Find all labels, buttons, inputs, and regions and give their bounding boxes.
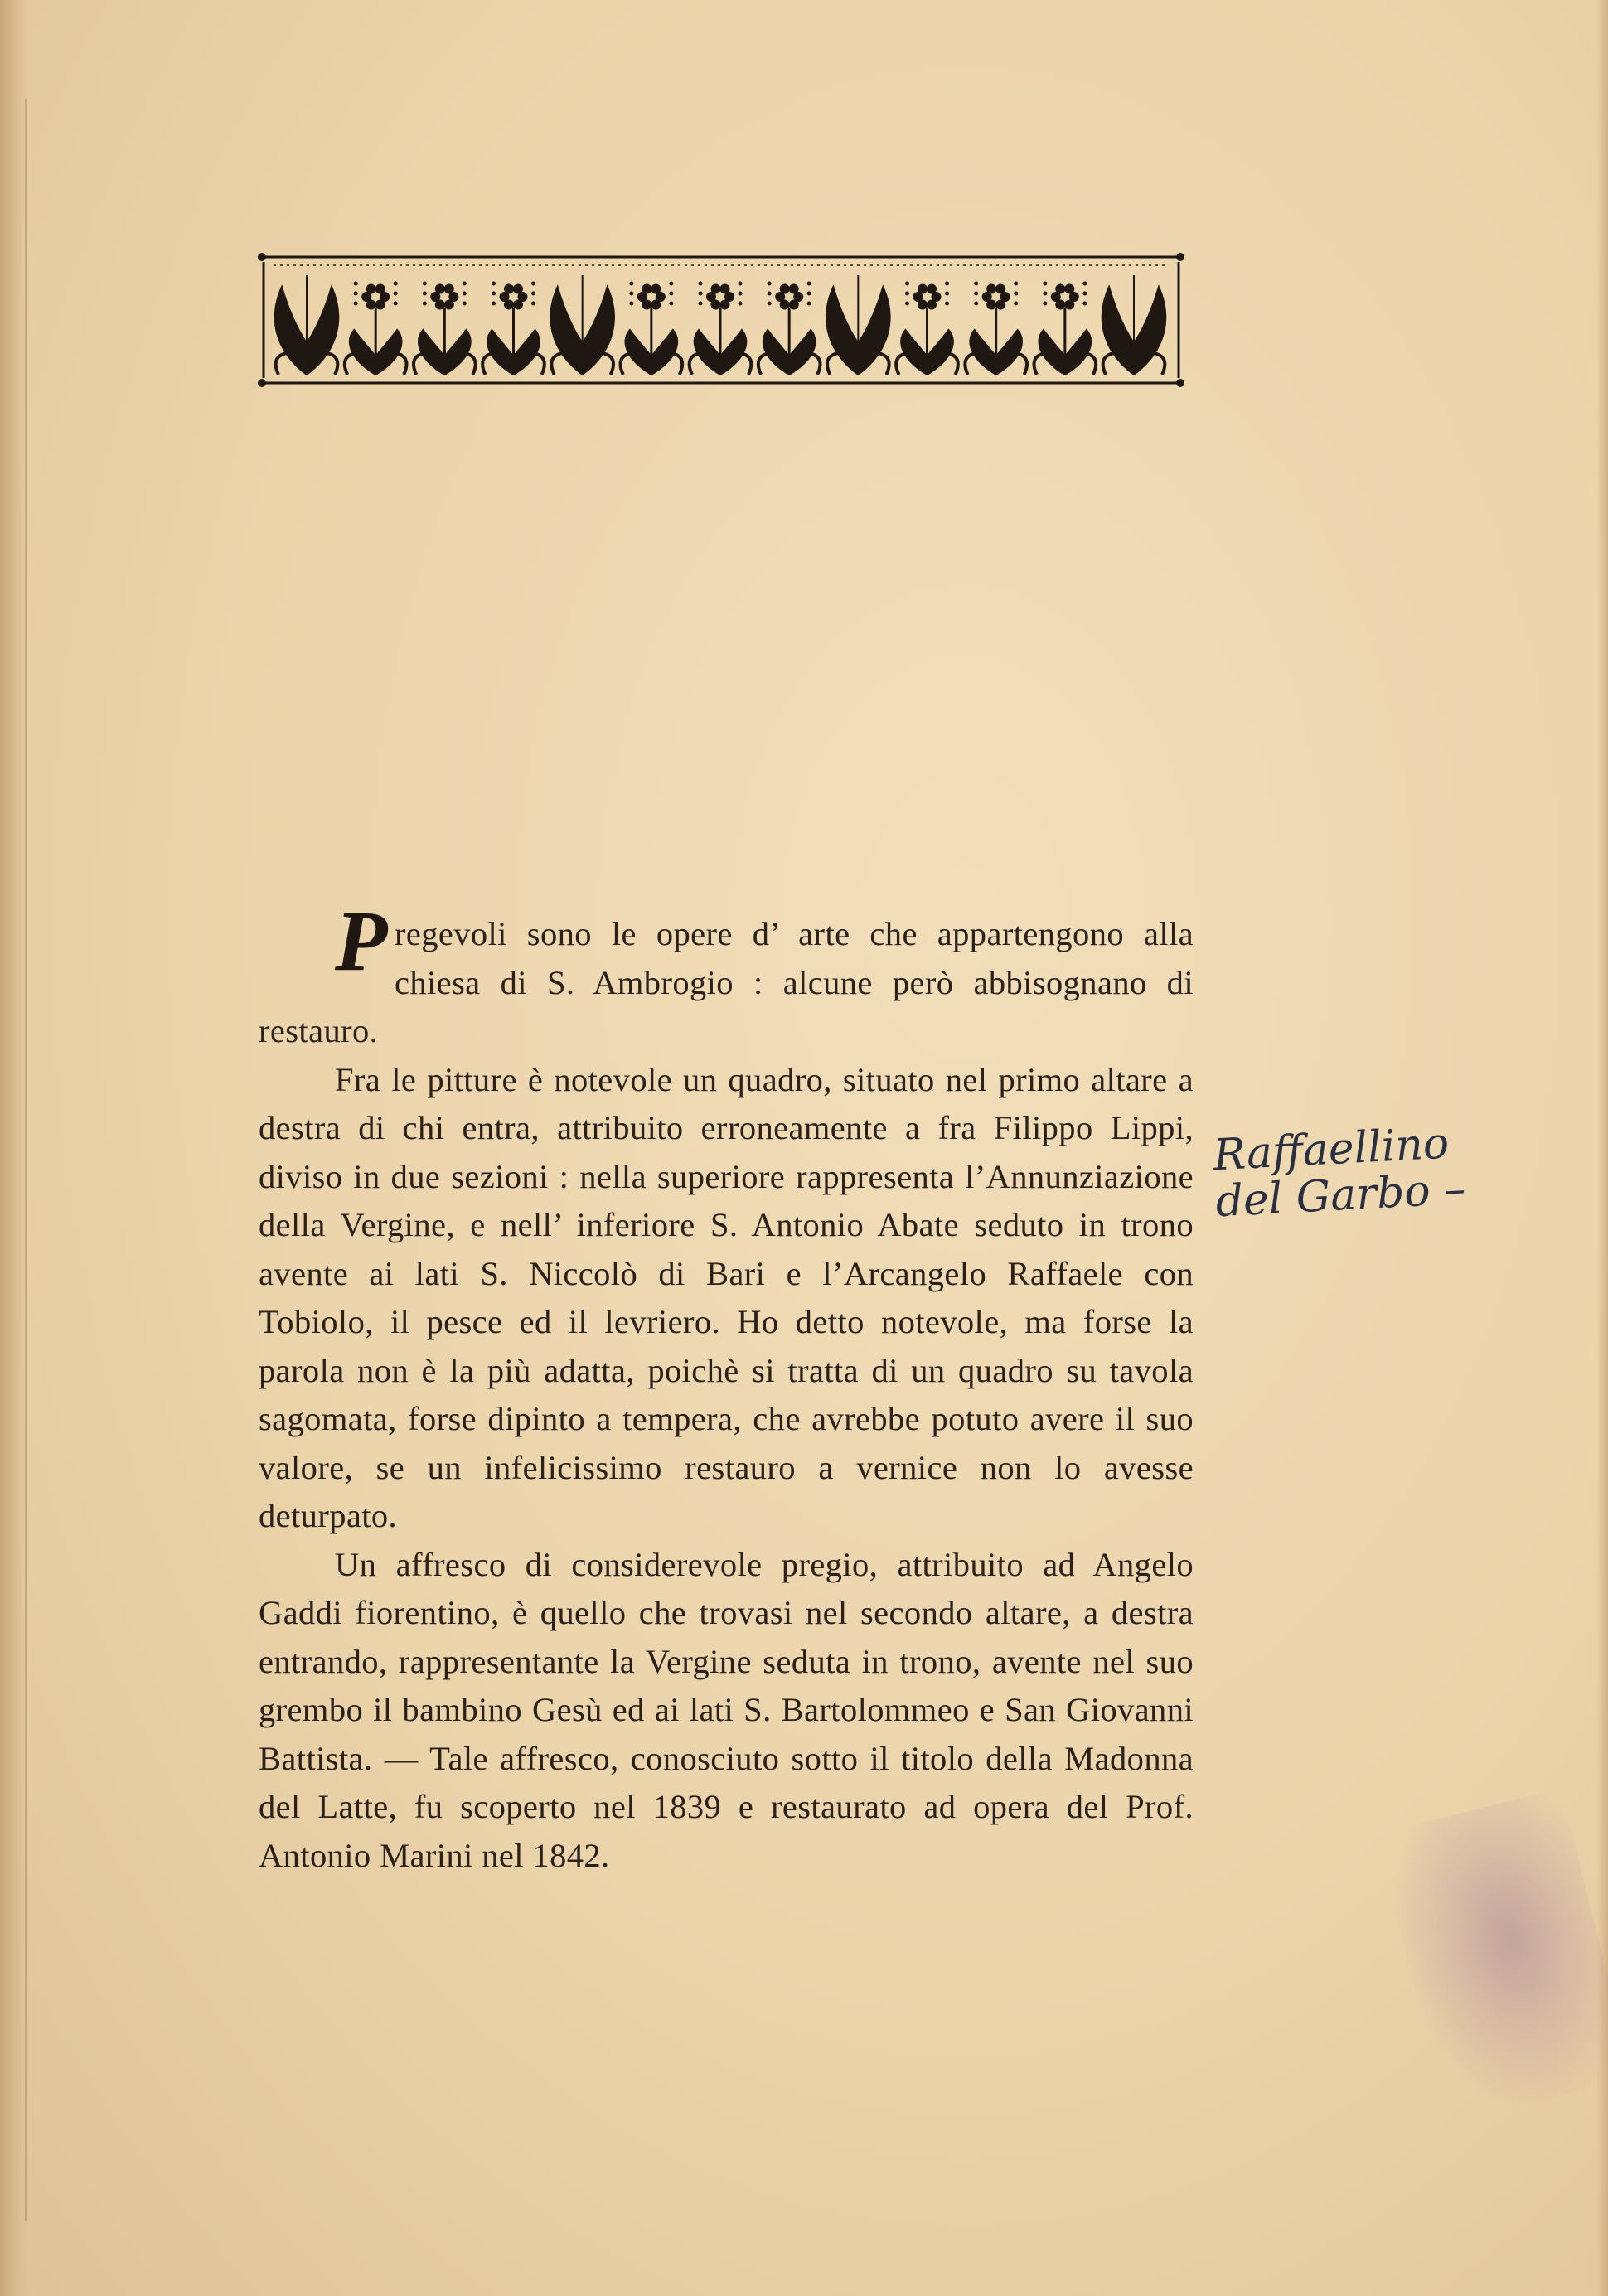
acanthus-motif [275, 275, 338, 375]
flower-motif [345, 282, 407, 375]
paragraph-3: Un affresco di considerevole pregio, attribuito ad Angelo Gaddi fiorentino, è quello che trovasi nel secondo altare, a destra entrando, rappresentante la Vergine seduta in trono, avente nel suo grembo il bambino Gesù ed ai lati S. Bartolommeo e San Giovanni Battista. — Tale affresco, conosciuto sotto il titolo della Madonna del Latte, fu scoperto nel 1839 e restaurato ad opera del Prof. Antonio Marini nel 1842. [259, 1545, 1194, 1874]
floral-ornament-band [255, 250, 1187, 390]
page-left-edge [0, 0, 28, 2296]
flower-motif [1034, 282, 1097, 375]
flower-motif [482, 282, 545, 375]
acanthus-motif [826, 275, 889, 375]
acanthus-motif [1102, 275, 1165, 375]
handwritten-marginal-note [1212, 1119, 1481, 1226]
paragraph-1 [259, 894, 1194, 1056]
flower-motif [621, 282, 683, 375]
flower-motif [965, 282, 1027, 375]
marginal-note-line-2: del Garbo – [1214, 1164, 1467, 1228]
paragraph-2: Fra le pitture è notevole un quadro, situato nel primo altare a destra di chi entra, attribuito erroneamente a fra Filippo Lippi, diviso in due sezioni : nella superiore rappresenta l’Annunziazione della Vergine, e nell’ inferiore S. Antonio Abate seduto in trono avente ai lati S. Niccolò di Bari e l’Arcangelo Raffaele con Tobiolo, il pesce ed il levriero. Ho detto notevole, ma forse la parola non è la più adatta, poichè si tratta di un quadro su tavola sagomata, forse dipinto a tempera, che avrebbe potuto avere il suo valore, se un infelicissimo restauro a vernice non lo avesse deturpato. [259, 1060, 1194, 1534]
marginal-note-line-1: Raffaellino [1212, 1118, 1451, 1181]
purple-stain [1376, 1789, 1608, 2124]
paragraph-1-text: regevoli sono le opere d’ arte che appartengono alla chiesa di S. Ambrogio : alcune però abbisognano di restauro. [259, 915, 1194, 1049]
flower-motif [690, 282, 752, 375]
binding-crease [25, 99, 27, 2221]
body-text [259, 894, 1194, 1880]
ornament-motifs [275, 275, 1165, 375]
acanthus-motif [550, 275, 613, 375]
flower-motif [758, 282, 821, 375]
drop-cap-letter: P [335, 894, 388, 989]
flower-motif [896, 282, 958, 375]
flower-motif [414, 282, 476, 375]
